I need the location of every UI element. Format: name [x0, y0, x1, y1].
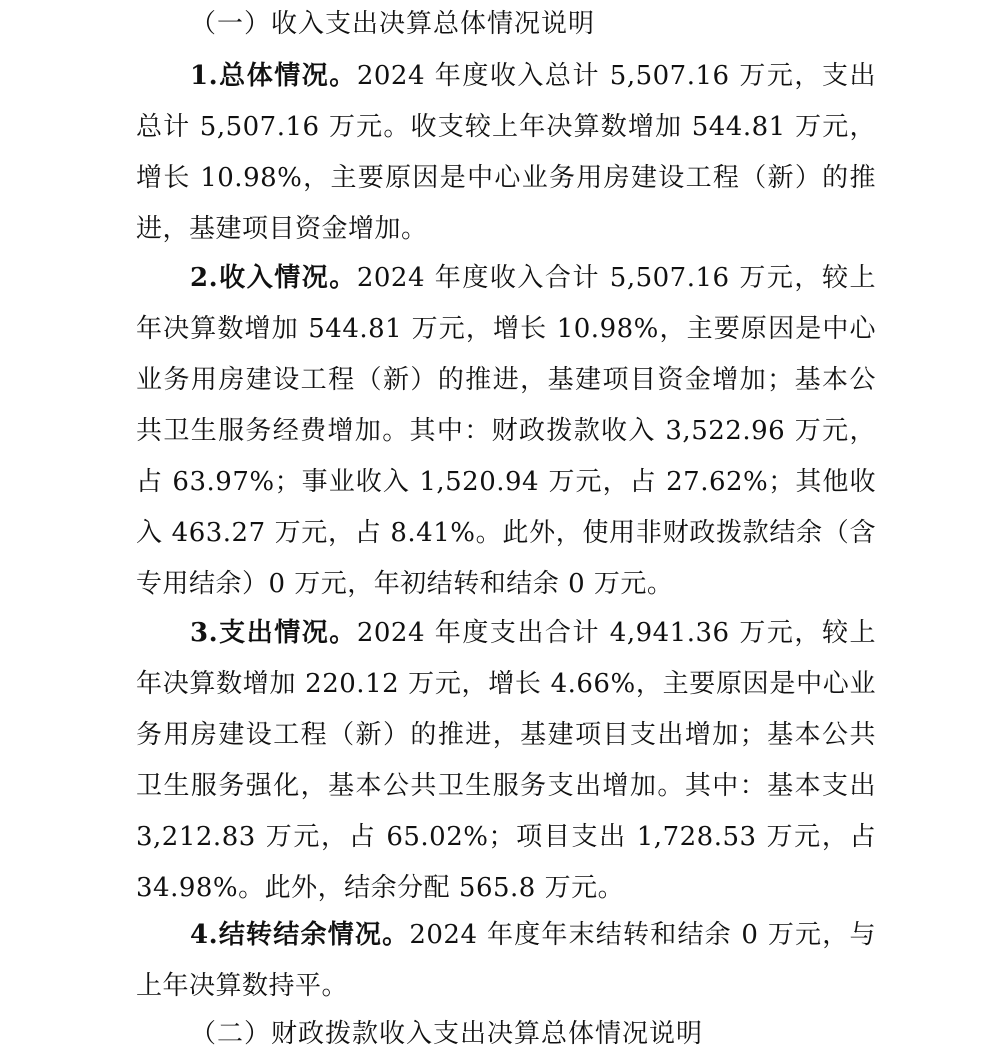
paragraph-text: 2024 年度收入总计 5,507.16 万元，支出总计 5,507.16 万元。收支较上年决算数增加 544.81 万元，增长 10.98%，主要原因是中心业务用房建设工程（新）的推进，基建项目资金增加。 [136, 61, 876, 244]
paragraph-text: 2024 年度收入合计 5,507.16 万元，较上年决算数增加 544.81 万元，增长 10.98%，主要原因是中心业务用房建设工程（新）的推进，基建项目资金增加；基本公共卫生服务经费增加。其中：财政拨款收入 3,522.96 万元，占 63.97%；事业收入 1,520.94 万元，占 27.62%；其他收入 463.27 万元，占 8.41%。此外，使用非财政拨款结余（含专用结余）0 万元，年初结转和结余 0 万元。 [136, 263, 876, 599]
paragraph-label: 4.结转结余情况。 [190, 920, 410, 950]
paragraph-text: 2024 年度年末结转和结余 0 万元，与上年决算数持平。 [136, 920, 876, 1001]
paragraph-label: 1.总体情况。 [190, 61, 357, 91]
section-1-heading: （一）收入支出决算总体情况说明 [190, 9, 596, 39]
paragraph-overall [136, 51, 876, 255]
paragraph-label: 2.收入情况。 [190, 263, 357, 293]
paragraph-text: 2024 年度支出合计 4,941.36 万元，较上年决算数增加 220.12 万元，增长 4.66%，主要原因是中心业务用房建设工程（新）的推进，基建项目支出增加；基本公共卫生服务强化，基本公共卫生服务支出增加。其中：基本支出 3,212.83 万元，占 65.02%；项目支出 1,728.53 万元，占 34.98%。此外，结余分配 565.8 万元。 [136, 618, 876, 903]
paragraph-carryover [136, 910, 876, 1012]
section-2-heading: （二）财政拨款收入支出决算总体情况说明 [190, 1019, 704, 1049]
paragraph-label: 3.支出情况。 [190, 618, 357, 648]
paragraph-expenditure [136, 608, 876, 914]
paragraph-income [136, 253, 876, 610]
